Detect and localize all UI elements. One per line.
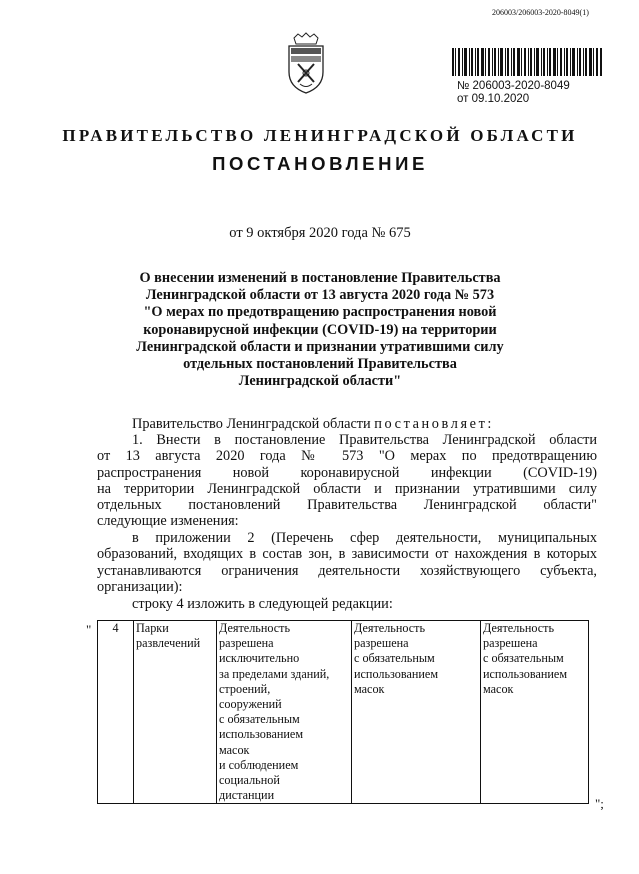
registration-number: № 206003-2020-8049 <box>457 80 570 92</box>
appendix-paragraph: в приложении 2 (Перечень сфер деятельности, муниципальных образований, входящих в состав зон, в зависимости от нахождения в которых устанавливаются ограничения деятельности хозяйствующего субъекта, организации): <box>97 530 597 595</box>
cell-line: Парки <box>136 621 169 635</box>
title-line: Ленинградской области от 13 августа 2020 года № 573 <box>145 287 495 304</box>
cell-line: использованием <box>354 666 439 681</box>
document-type: ПОСТАНОВЛЕНИЕ <box>212 153 428 174</box>
title-line: Ленинградской области и признании утратившими силу <box>136 338 504 355</box>
cell-line: использованием <box>483 666 568 681</box>
cell-line: с обязательным <box>354 651 435 666</box>
registration-block <box>457 80 570 106</box>
cell-line: за пределами зданий, <box>219 666 330 681</box>
row-instruction: строку 4 изложить в следующей редакции: <box>132 596 393 612</box>
cell-line: и соблюдением <box>219 757 299 772</box>
document-date-number: от 9 октября 2020 года № 675 <box>229 225 411 241</box>
intro-verb: постановляет: <box>374 416 494 432</box>
cell-line: масок <box>483 681 514 696</box>
cell-line: разрешена <box>483 636 538 651</box>
cell-line: с обязательным <box>219 712 300 727</box>
document-title <box>100 270 540 390</box>
item-1 <box>97 432 597 530</box>
barcode <box>452 48 602 76</box>
coat-of-arms-icon <box>286 32 326 94</box>
cell-line: Деятельность <box>483 621 555 635</box>
cell-line: использованием <box>219 727 304 742</box>
row-number-cell: 4 <box>98 621 134 804</box>
intro-prefix: Правительство Ленинградской области <box>132 416 371 432</box>
open-quote: " <box>86 622 92 637</box>
title-line: коронавирусной инфекции (COVID-19) на территории <box>143 321 497 338</box>
title-line: О внесении изменений в постановление Правительства <box>139 270 501 286</box>
cell-line: с обязательным <box>483 651 564 666</box>
title-line: Ленинградской области" <box>238 373 402 390</box>
item-1-line: распространения новой коронавирусной инфекции (COVID-19) <box>97 464 597 481</box>
cell-line: сооружений <box>219 697 282 712</box>
item-1-line: 1. Внести в постановление Правительства Ленинградской области <box>132 432 597 448</box>
cell-line: разрешена <box>354 636 409 651</box>
sphere-cell <box>134 621 217 804</box>
cell-line: развлечений <box>136 636 201 651</box>
title-line: "О мерах по предотвращению распространения новой <box>143 304 497 321</box>
cell-line: социальной <box>219 773 280 788</box>
cell-line: строений, <box>219 681 271 696</box>
cell-line: дистанции <box>219 788 275 803</box>
cell-line: Деятельность <box>219 621 291 635</box>
cell-line: исключительно <box>219 651 300 666</box>
cell-line: масок <box>219 742 250 757</box>
table-row <box>98 621 589 804</box>
close-quote: "; <box>595 796 604 811</box>
item-1-line: отдельных постановлений Правительства Ленинградской области" <box>97 497 597 514</box>
title-line: отдельных постановлений Правительства <box>183 356 457 373</box>
amendment-table <box>97 620 589 804</box>
cell-line: масок <box>354 681 385 696</box>
document-id: 206003/206003-2020-8049(1) <box>492 8 589 17</box>
item-1-line: следующие изменения: <box>97 513 239 530</box>
cell-line: разрешена <box>219 636 274 651</box>
resolution-intro <box>97 416 632 432</box>
item-1-line: от 13 августа 2020 года № 573 "О мерах по предотвращению <box>97 448 597 465</box>
registration-date: от 09.10.2020 <box>457 93 530 105</box>
zone-3-cell <box>481 621 589 804</box>
cell-line: Деятельность <box>354 621 426 635</box>
issuer-heading: ПРАВИТЕЛЬСТВО ЛЕНИНГРАДСКОЙ ОБЛАСТИ <box>62 126 578 145</box>
zone-1-cell <box>217 621 352 804</box>
zone-2-cell <box>352 621 481 804</box>
item-1-line: на территории Ленинградской области и признании утратившими силу <box>97 480 597 497</box>
